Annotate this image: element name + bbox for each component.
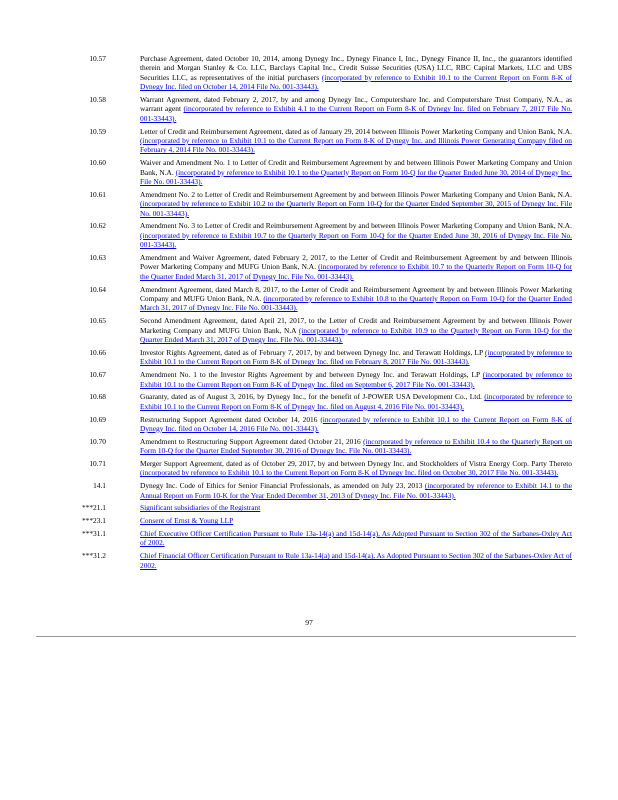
- exhibit-text: Investor Rights Agreement, dated as of February 7, 2017, by and between Dynegy Inc. and Terawatt Holdings, LP: [140, 347, 483, 357]
- exhibit-description: [140, 348, 572, 367]
- exhibit-number: 10.70: [89, 436, 106, 446]
- exhibit-number: 10.62: [89, 221, 106, 231]
- exhibit-link[interactable]: (incorporated by reference to Exhibit 10.1 to the Current Report on Form 8-K of Dynegy Inc. filed on October 30, 2017 File No. 001-33443).: [140, 468, 559, 478]
- exhibit-number: 10.67: [89, 370, 106, 380]
- page-number: 97: [305, 618, 313, 627]
- exhibit-description: [140, 95, 572, 123]
- exhibit-link[interactable]: Chief Financial Officer Certification Pursuant to Rule 13a-14(a) and 15d-14(a), As Adopted Pursuant to Section 302 of the Sarbanes-Oxley Act of 2002.: [140, 551, 572, 570]
- exhibit-number: 10.71: [89, 458, 106, 468]
- exhibit-number: 10.60: [89, 158, 106, 168]
- exhibit-row: [62, 370, 572, 389]
- exhibit-link[interactable]: (incorporated by reference to Exhibit 14.1 to the Annual Report on Form 10-K for the Year Ended December 31, 2013 of Dynegy Inc. File No. 001-33443).: [140, 481, 572, 500]
- exhibit-row: [62, 516, 572, 525]
- exhibit-description: [140, 459, 572, 478]
- exhibit-number: ***31.2: [81, 551, 106, 561]
- exhibit-number: 10.64: [89, 284, 106, 294]
- exhibit-text: Amendment No. 1 to the Investor Rights Agreement by and between Dynegy Inc. and Terawatt Holdings, LP: [140, 370, 480, 380]
- exhibit-number: ***31.1: [81, 528, 106, 538]
- exhibit-text: Merger Support Agreement, dated as of October 29, 2017, by and between Dynegy Inc. and Stockholders of Vistra Energy Corp. Party Thereto: [140, 458, 572, 468]
- exhibit-link[interactable]: (incorporated by reference to Exhibit 10.7 to the Quarterly Report on Form 10-Q for the Quarter Ended March 31, 2017 of Dynegy Inc. File No. 001-33443).: [140, 262, 572, 281]
- exhibit-text: Purchase Agreement, dated October 10, 2014, among Dynegy Inc., Dynegy Finance I, Inc., Dynegy Finance II, Inc., the guarantors identified therein and Morgan Stanley & Co. LLC, Barclays Capital Inc., Credit Suisse Securities (USA) LLC, RBC Capital Markets, LLC and UBS Securities LLC, as representatives of the initial purchasers: [140, 54, 572, 82]
- exhibit-number: 10.65: [89, 316, 106, 326]
- exhibit-number: 10.58: [89, 95, 106, 105]
- exhibit-description: [140, 503, 572, 512]
- exhibit-link[interactable]: (incorporated by reference to Exhibit 10.1 to the Quarterly Report on Form 10-Q for the Quarter Ended June 30, 2014 of Dynegy Inc. File No. 001-33443).: [140, 167, 572, 187]
- exhibit-link[interactable]: (incorporated by reference to Exhibit 10.1 to the Current Report on Form 8-K of Dynegy Inc. filed on October 14, 2016 File No. 001-33443).: [140, 414, 572, 433]
- exhibit-number: ***23.1: [81, 516, 106, 526]
- exhibit-description: [140, 54, 572, 92]
- exhibit-text: Guaranty, dated as of August 3, 2016, by Dynegy Inc., for the benefit of J-POWER USA Development Co., Ltd.: [140, 392, 482, 402]
- exhibit-link[interactable]: Chief Executive Officer Certification Pursuant to Rule 13a-14(a) and 15d-14(a), As Adopted Pursuant to Section 302 of the Sarbanes-Oxley Act of 2002.: [140, 528, 572, 548]
- exhibit-description: [140, 221, 572, 249]
- exhibit-row: [62, 503, 572, 512]
- exhibit-description: [140, 516, 572, 525]
- exhibit-description: [140, 190, 572, 218]
- exhibit-link[interactable]: (incorporated by reference to Exhibit 10.4 to the Quarterly Report on Form 10-Q for the Quarter Ended September 30, 2016 of Dynegy Inc. File No. 001-33443).: [140, 436, 572, 456]
- exhibit-row: [62, 348, 572, 367]
- exhibit-row: [62, 415, 572, 434]
- exhibit-link[interactable]: (incorporated by reference to Exhibit 10.2 to the Quarterly Report on Form 10-Q for the Quarter Ended September 30, 2015 of Dynegy Inc. File No. 001-33443).: [140, 199, 572, 218]
- exhibit-row: [62, 551, 572, 570]
- exhibit-number: 10.68: [89, 392, 106, 402]
- exhibit-number: 10.69: [89, 414, 106, 424]
- exhibit-text: Second Amendment Agreement, dated April 21, 2017, to the Letter of Credit and Reimbursement Agreement by and between Illinois Power Marketing Company and MUFG Union Bank, N.A: [140, 316, 572, 335]
- exhibit-description: [140, 415, 572, 434]
- footer-divider: [36, 636, 576, 637]
- exhibit-text: Dynegy Inc. Code of Ethics for Senior Financial Professionals, as amended on July 23, 2013: [140, 481, 423, 491]
- exhibit-row: [62, 481, 572, 500]
- exhibit-text: Amendment No. 2 to Letter of Credit and Reimbursement Agreement by and between Illinois Power Marketing Company and Union Bank, N.A.: [140, 189, 572, 199]
- exhibit-link[interactable]: Significant subsidiaries of the Registrant: [140, 503, 261, 513]
- exhibit-row: [62, 437, 572, 456]
- exhibit-description: [140, 551, 572, 570]
- exhibit-row: [62, 285, 572, 313]
- exhibit-link[interactable]: (incorporated by reference to Exhibit 10.1 to the Current Report on Form 8-K of Dynegy Inc. and Illinois Power Generating Company filed on February 4, 2014 File No. 001-33443).: [140, 136, 572, 155]
- exhibit-number: 10.57: [89, 54, 106, 63]
- exhibit-link[interactable]: (incorporated by reference to Exhibit 4.1 to the Current Report on Form 8-K of Dynegy Inc. filed on February 7, 2017 File No. 001-33443).: [140, 104, 572, 123]
- exhibit-description: [140, 437, 572, 456]
- exhibit-link[interactable]: Consent of Ernst & Young LLP: [140, 516, 234, 526]
- exhibit-text: Letter of Credit and Reimbursement Agreement, dated as of January 29, 2014 between Illinois Power Marketing Company and Union Bank, N.A.: [140, 126, 572, 136]
- exhibit-row: [62, 253, 572, 281]
- exhibit-description: [140, 392, 572, 411]
- exhibit-description: [140, 370, 572, 389]
- exhibit-text: Restructuring Support Agreement dated October 14, 2016: [140, 414, 318, 424]
- exhibit-row: [62, 54, 572, 92]
- exhibit-description: [140, 285, 572, 313]
- exhibit-number: 10.66: [89, 347, 106, 357]
- exhibit-row: [62, 316, 572, 344]
- exhibit-description: [140, 158, 572, 186]
- exhibit-link[interactable]: (incorporated by reference to Exhibit 10.1 to the Current Report on Form 8-K of Dynegy Inc. filed on February 8, 2017 File No. 001-33443).: [140, 347, 572, 367]
- exhibit-row: [62, 95, 572, 123]
- exhibit-link[interactable]: (incorporated by reference to Exhibit 10.7 to the Quarterly Report on Form 10-Q for the Quarter Ended June 30, 2016 of Dynegy Inc. File No. 001-33443).: [140, 230, 572, 250]
- exhibit-row: [62, 529, 572, 548]
- exhibit-number: 10.59: [89, 126, 106, 136]
- exhibit-row: [62, 221, 572, 249]
- exhibit-text: Amendment to Restructuring Support Agreement dated October 21, 2016: [140, 436, 361, 446]
- exhibit-row: [62, 392, 572, 411]
- exhibit-number: 14.1: [93, 481, 106, 491]
- exhibit-text: Amendment Agreement, dated March 8, 2017, to the Letter of Credit and Reimbursement Agreement by and between Illinois Power Marketing Company and MUFG Union Bank, N.A.: [140, 284, 572, 304]
- exhibit-link[interactable]: (incorporated by reference to Exhibit 10.1 to the Current Report on Form 8-K of Dynegy Inc. filed on September 6, 2017 File No. 001-33443).: [140, 370, 572, 389]
- exhibit-description: [140, 481, 572, 500]
- exhibit-text: Amendment and Waiver Agreement, dated February 2, 2017, to the Letter of Credit and Reimbursement Agreement by and between Illinois Power Marketing Company and MUFG Union Bank, N.A.: [140, 253, 572, 272]
- exhibit-link[interactable]: (incorporated by reference to Exhibit 10.9 to the Quarterly Report on Form 10-Q for the Quarter Ended March 31, 2017 of Dynegy Inc. File No. 001-33443).: [140, 325, 572, 345]
- exhibit-text: Waiver and Amendment No. 1 to Letter of Credit and Reimbursement Agreement by and between Illinois Power Marketing Company and Union Bank, N.A.: [140, 158, 572, 177]
- exhibit-link[interactable]: (incorporated by reference to Exhibit 10.1 to the Current Report on Form 8-K of Dynegy Inc. filed on October 14, 2014 File No. 001-33443).: [140, 72, 572, 92]
- exhibit-row: [62, 127, 572, 155]
- exhibit-row: [62, 158, 572, 186]
- exhibit-text: Warrant Agreement, dated February 2, 2017, by and among Dynegy Inc., Computershare Inc. and Computershare Trust Company, N.A., as warrant agent: [140, 95, 572, 114]
- exhibit-description: [140, 316, 572, 344]
- exhibit-description: [140, 127, 572, 155]
- exhibit-description: [140, 529, 572, 548]
- exhibit-text: Amendment No. 3 to Letter of Credit and Reimbursement Agreement by and between Illinois Power Marketing Company and Union Bank, N.A.: [140, 221, 572, 231]
- exhibit-description: [140, 253, 572, 281]
- exhibit-link[interactable]: (incorporated by reference to Exhibit 10.1 to the Current Report on Form 8-K of Dynegy Inc. filed on August 4, 2016 File No. 001-33443).: [140, 392, 572, 411]
- exhibit-row: [62, 459, 572, 478]
- exhibit-list: [62, 54, 572, 573]
- exhibit-number: 10.63: [89, 253, 106, 263]
- exhibit-number: ***21.1: [81, 503, 106, 513]
- exhibit-link[interactable]: (incorporated by reference to Exhibit 10.8 to the Quarterly Report on Form 10-Q for the Quarter Ended March 31, 2017 of Dynegy Inc. File No. 001-33443).: [140, 294, 572, 313]
- exhibit-row: [62, 190, 572, 218]
- exhibit-number: 10.61: [89, 189, 106, 199]
